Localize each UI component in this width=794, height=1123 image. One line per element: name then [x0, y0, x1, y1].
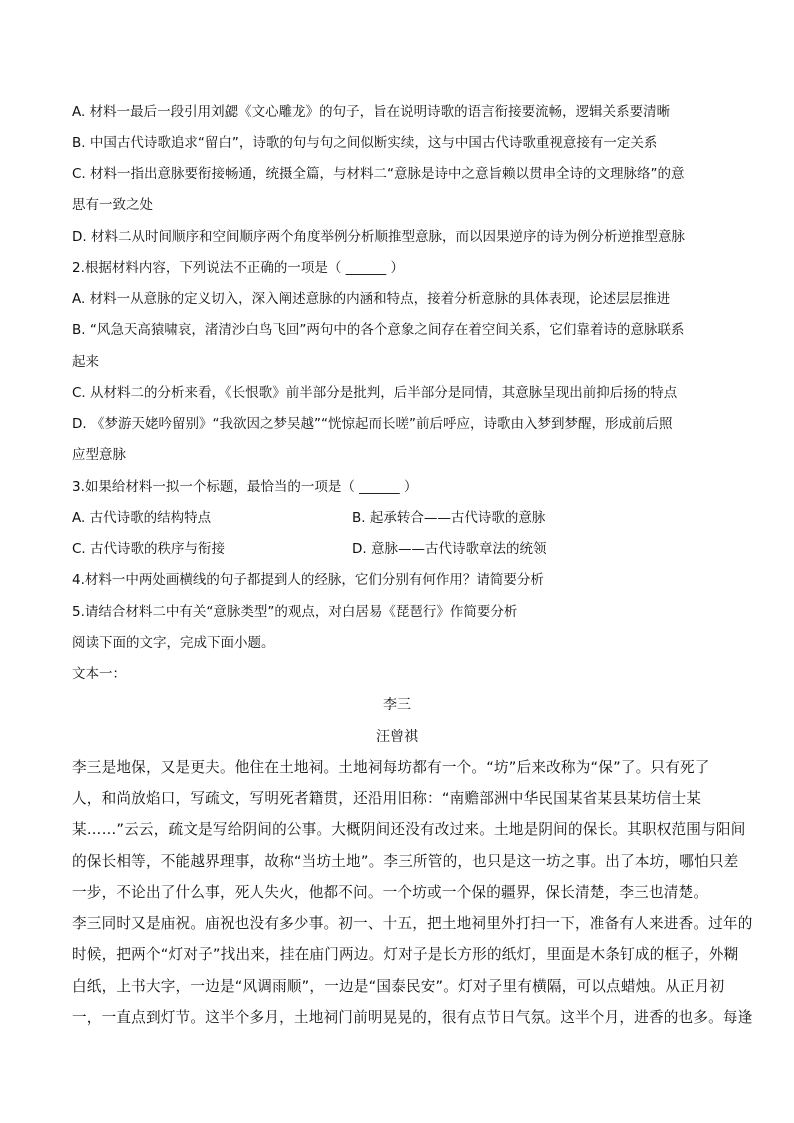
story-line: 一，一直点到灯节。这半个多月，土地祠门前明晃晃的，很有点节日气氛。这半个月，进香的也多。每逢 [72, 1009, 753, 1026]
q2-option-b: B. “风急天高猿啸哀，渚清沙白鸟飞回”两句中的各个意象之间存在着空间关系，它们靠着诗的意脉联系 [72, 322, 685, 338]
story-line: 白纸，上书大字，一边是“风调雨顺”，一边是“国泰民安”。灯对子里有横隔，可以点蜡烛。从正月初 [72, 978, 725, 995]
q2-option-c: C. 从材料二的分析来看，《长恨歌》前半部分是批判，后半部分是同情，其意脉呈现出前抑后扬的特点 [72, 385, 678, 401]
q2-stem: 2.根据材料内容，下列说法不正确的一项是（ ______ ） [72, 260, 404, 276]
reading-instruction: 阅读下面的文字，完成下面小题。 [72, 635, 275, 651]
q3-option-c: C. 古代诗歌的秩序与衔接 [72, 541, 226, 557]
q2-option-b-cont: 起来 [72, 354, 99, 370]
story-line: 一步，不论出了什么事，死人失火，他都不问。一个坊或一个保的疆界，保长清楚，李三也清楚。 [72, 884, 709, 901]
q1-option-d: D. 材料二从时间顺序和空间顺序两个角度举例分析顺推型意脉，而以因果逆序的诗为例分析逆推型意脉 [72, 229, 685, 245]
text-one-label: 文本一： [72, 666, 126, 682]
q3-option-a: A. 古代诗歌的结构特点 [72, 510, 212, 526]
story-line: 李三同时又是庙祝。庙祝也没有多少事。初一、十五，把土地祠里外打扫一下，准备有人来进香。过年的 [72, 915, 753, 932]
story-line: 时候，把两个“灯对子”找出来，挂在庙门两边。灯对子是长方形的纸灯，里面是木条钉成的框子，外糊 [72, 946, 739, 963]
story-line: 李三是地保，又是更夫。他住在土地祠。土地祠每坊都有一个。“坊”后来改称为“保”了。只有死了 [72, 759, 710, 776]
q3-option-d: D. 意脉——古代诗歌章法的统领 [352, 541, 547, 557]
story-title: 李三 [383, 697, 411, 713]
q2-option-d-cont: 应型意脉 [72, 447, 126, 463]
q5-stem: 5.请结合材料二中有关“意脉类型”的观点，对白居易《琵琶行》作简要分析 [72, 604, 518, 620]
q1-option-c-cont: 思有一致之处 [72, 197, 153, 213]
q3-stem: 3.如果给材料一拟一个标题，最恰当的一项是（ ______ ） [72, 479, 418, 495]
story-line: 人，和尚放焰口，写疏文，写明死者籍贯，还沿用旧称：“南赡部洲中华民国某省某县某坊信士某 [72, 790, 702, 807]
q1-option-c: C. 材料一指出意脉要衔接畅通，统摄全篇，与材料二“意脉是诗中之意旨赖以贯串全诗的文理脉络”的意 [72, 166, 685, 182]
q1-option-a: A. 材料一最后一段引用刘勰《文心雕龙》的句子，旨在说明诗歌的语言衔接要流畅，逻辑关系要清晰 [72, 104, 671, 120]
story-line: 的保长相等，不能越界理事，故称“当坊土地”。李三所管的，也只是这一坊之事。出了本坊，哪怕只差 [72, 853, 739, 870]
story-author: 汪曾祺 [376, 729, 418, 745]
q1-option-b: B. 中国古代诗歌追求“留白”，诗歌的句与句之间似断实续，这与中国古代诗歌重视意接有一定关系 [72, 135, 658, 151]
q2-option-d: D. 《梦游天姥吟留别》“我欲因之梦吴越”“恍惊起而长嗟”前后呼应，诗歌由入梦到梦醒，形成前后照 [72, 416, 673, 432]
story-line: 某……”云云，疏文是写给阴间的公事。大概阴间还没有改过来。土地是阴间的保长。其职权范围与阳间 [72, 821, 746, 838]
q3-option-b: B. 起承转合——古代诗歌的意脉 [352, 510, 546, 526]
q4-stem: 4.材料一中两处画横线的句子都提到人的经脉，它们分别有何作用？请简要分析 [72, 572, 544, 588]
q2-option-a: A. 材料一从意脉的定义切入，深入阐述意脉的内涵和特点，接着分析意脉的具体表现，论述层层推进 [72, 291, 671, 307]
